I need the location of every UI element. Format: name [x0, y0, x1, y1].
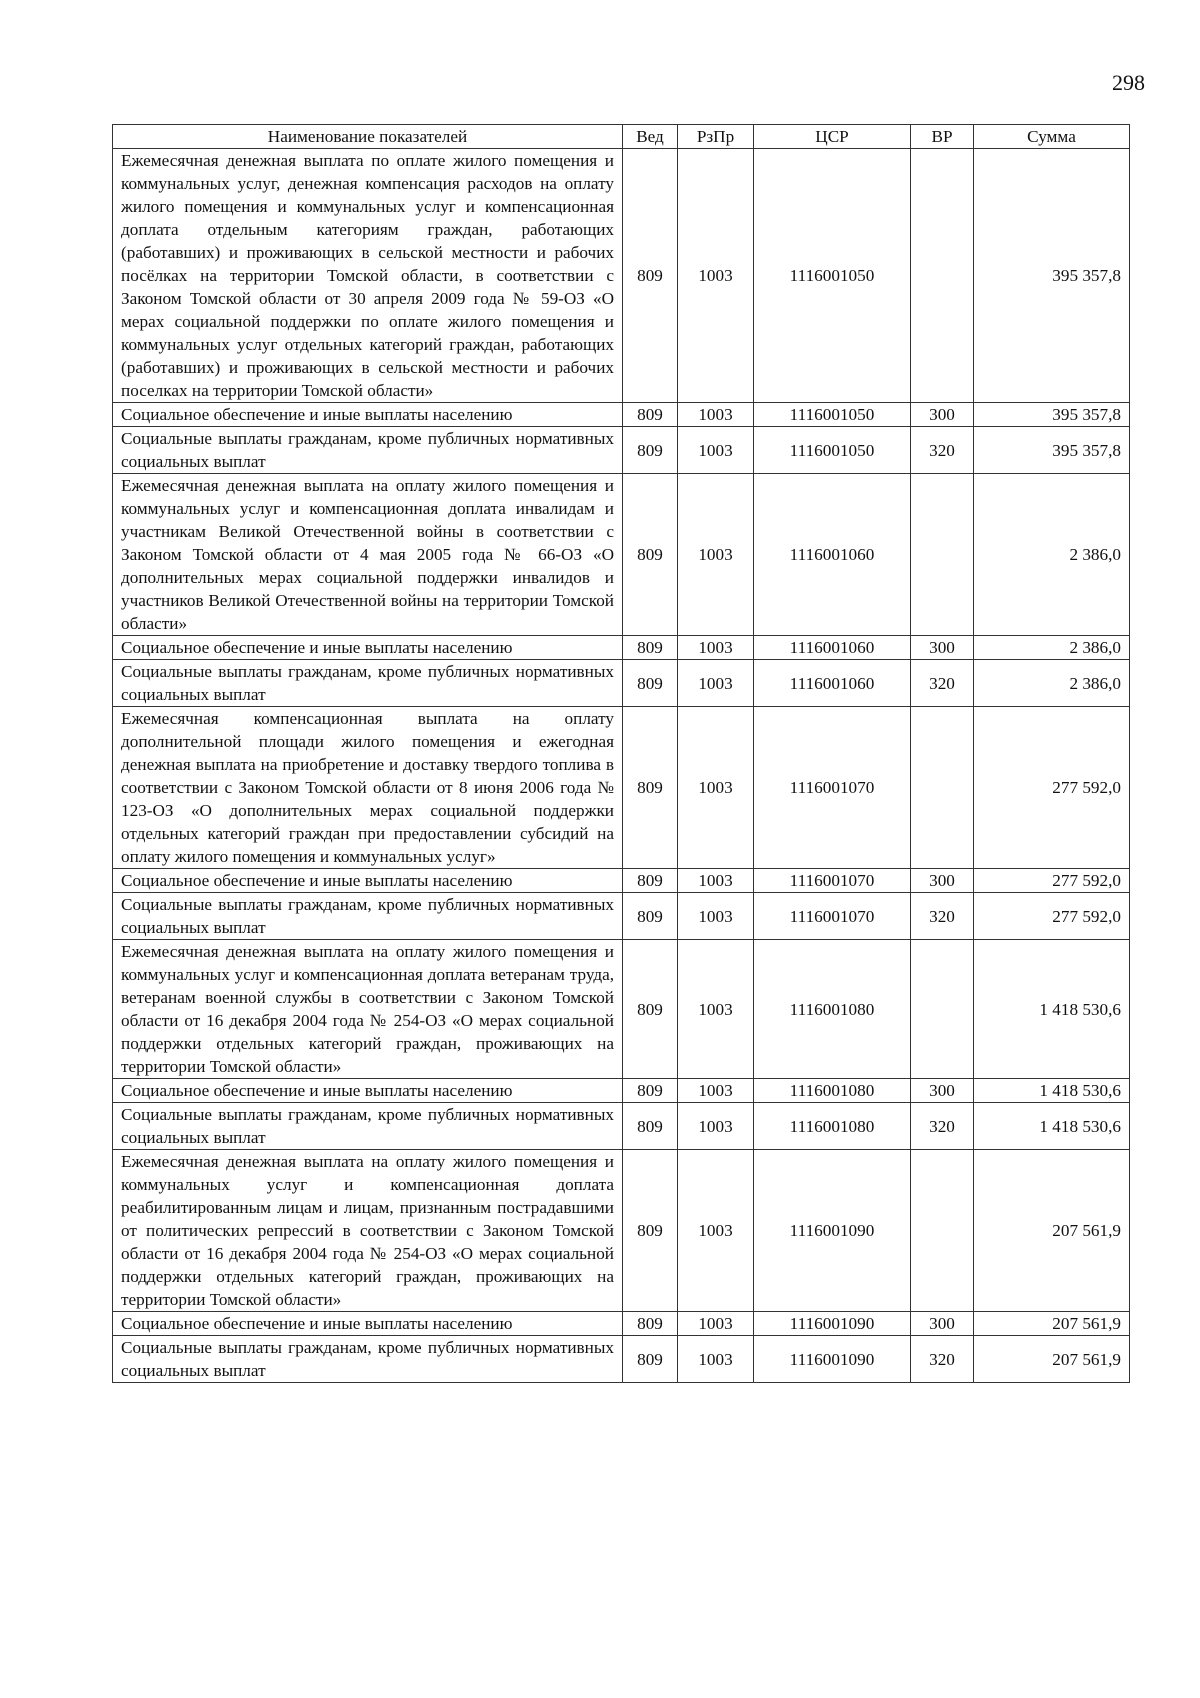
cell-name: Социальное обеспечение и иные выплаты населению	[113, 1312, 623, 1336]
cell-vr	[911, 149, 974, 403]
cell-ved: 809	[623, 1079, 678, 1103]
table-header-row	[113, 125, 1130, 149]
cell-csr: 1116001070	[754, 707, 911, 869]
cell-name: Ежемесячная денежная выплата по оплате жилого помещения и коммунальных услуг, денежная компенсация расходов на оплату жилого помещения и коммунальных услуг и компенсационная доплата отдельным категориям граждан, работающих (работавших) и проживающих в сельской местности и рабочих посёлках на территории Томской области, в соответствии с Законом Томской области от 30 апреля 2009 года № 59-ОЗ «О мерах социальной поддержки по оплате жилого помещения и коммунальных услуг отдельных категорий граждан, работающих (работавших) и проживающих в сельской местности и рабочих поселках на территории Томской области»	[113, 149, 623, 403]
cell-sum: 395 357,8	[974, 427, 1130, 474]
table-row	[113, 474, 1130, 636]
cell-ved: 809	[623, 403, 678, 427]
cell-sum: 2 386,0	[974, 660, 1130, 707]
cell-rzpr: 1003	[678, 1336, 754, 1383]
cell-ved: 809	[623, 1103, 678, 1150]
cell-ved: 809	[623, 893, 678, 940]
cell-rzpr: 1003	[678, 1079, 754, 1103]
cell-csr: 1116001060	[754, 636, 911, 660]
header-csr: ЦСР	[754, 125, 911, 149]
cell-ved: 809	[623, 427, 678, 474]
cell-csr: 1116001050	[754, 427, 911, 474]
table-row	[113, 1103, 1130, 1150]
table-row	[113, 940, 1130, 1079]
cell-rzpr: 1003	[678, 707, 754, 869]
cell-name: Социальные выплаты гражданам, кроме публичных нормативных социальных выплат	[113, 1103, 623, 1150]
cell-ved: 809	[623, 1312, 678, 1336]
cell-csr: 1116001090	[754, 1312, 911, 1336]
cell-rzpr: 1003	[678, 636, 754, 660]
cell-name: Ежемесячная денежная выплата на оплату жилого помещения и коммунальных услуг и компенсационная доплата реабилитированным лицам и лицам, признанным пострадавшими от политических репрессий в соответствии с Законом Томской области от 16 декабря 2004 года № 254-ОЗ «О мерах социальной поддержки отдельных категорий граждан, проживающих на территории Томской области»	[113, 1150, 623, 1312]
cell-name: Социальное обеспечение и иные выплаты населению	[113, 869, 623, 893]
cell-name: Ежемесячная денежная выплата на оплату жилого помещения и коммунальных услуг и компенсационная доплата инвалидам и участникам Великой Отечественной войны в соответствии с Законом Томской области от 4 мая 2005 года № 66-ОЗ «О дополнительных мерах социальной поддержки инвалидов и участников Великой Отечественной войны на территории Томской области»	[113, 474, 623, 636]
table-body	[113, 149, 1130, 1383]
cell-csr: 1116001080	[754, 1079, 911, 1103]
cell-name: Ежемесячная денежная выплата на оплату жилого помещения и коммунальных услуг и компенсационная доплата ветеранам труда, ветеранам военной службы в соответствии с Законом Томской области от 16 декабря 2004 года № 254-ОЗ «О мерах социальной поддержки отдельных категорий граждан, проживающих на территории Томской области»	[113, 940, 623, 1079]
cell-vr: 300	[911, 1079, 974, 1103]
cell-name: Социальные выплаты гражданам, кроме публичных нормативных социальных выплат	[113, 427, 623, 474]
cell-vr: 320	[911, 893, 974, 940]
header-vr: ВР	[911, 125, 974, 149]
cell-sum: 207 561,9	[974, 1336, 1130, 1383]
cell-csr: 1116001090	[754, 1150, 911, 1312]
cell-csr: 1116001050	[754, 149, 911, 403]
cell-csr: 1116001070	[754, 869, 911, 893]
cell-csr: 1116001090	[754, 1336, 911, 1383]
cell-csr: 1116001070	[754, 893, 911, 940]
cell-sum: 1 418 530,6	[974, 1103, 1130, 1150]
cell-ved: 809	[623, 474, 678, 636]
header-sum: Сумма	[974, 125, 1130, 149]
table-row	[113, 707, 1130, 869]
cell-sum: 1 418 530,6	[974, 1079, 1130, 1103]
cell-vr: 300	[911, 1312, 974, 1336]
cell-sum: 2 386,0	[974, 636, 1130, 660]
table-row	[113, 149, 1130, 403]
cell-vr: 320	[911, 1336, 974, 1383]
cell-rzpr: 1003	[678, 940, 754, 1079]
cell-sum: 207 561,9	[974, 1312, 1130, 1336]
cell-ved: 809	[623, 660, 678, 707]
cell-csr: 1116001080	[754, 1103, 911, 1150]
cell-vr: 320	[911, 1103, 974, 1150]
cell-vr: 320	[911, 427, 974, 474]
cell-ved: 809	[623, 869, 678, 893]
cell-ved: 809	[623, 707, 678, 869]
cell-rzpr: 1003	[678, 660, 754, 707]
header-name: Наименование показателей	[113, 125, 623, 149]
table-row	[113, 427, 1130, 474]
cell-sum: 1 418 530,6	[974, 940, 1130, 1079]
cell-rzpr: 1003	[678, 893, 754, 940]
table-row	[113, 869, 1130, 893]
cell-sum: 395 357,8	[974, 149, 1130, 403]
cell-ved: 809	[623, 940, 678, 1079]
cell-sum: 395 357,8	[974, 403, 1130, 427]
cell-rzpr: 1003	[678, 869, 754, 893]
cell-sum: 2 386,0	[974, 474, 1130, 636]
header-rzpr: РзПр	[678, 125, 754, 149]
cell-csr: 1116001060	[754, 474, 911, 636]
cell-sum: 207 561,9	[974, 1150, 1130, 1312]
cell-rzpr: 1003	[678, 403, 754, 427]
cell-name: Социальные выплаты гражданам, кроме публичных нормативных социальных выплат	[113, 893, 623, 940]
header-ved: Вед	[623, 125, 678, 149]
cell-vr: 320	[911, 660, 974, 707]
cell-vr: 300	[911, 403, 974, 427]
cell-sum: 277 592,0	[974, 893, 1130, 940]
cell-rzpr: 1003	[678, 474, 754, 636]
cell-vr	[911, 940, 974, 1079]
cell-rzpr: 1003	[678, 427, 754, 474]
page-number: 298	[1112, 70, 1145, 95]
table-row	[113, 403, 1130, 427]
cell-rzpr: 1003	[678, 1312, 754, 1336]
cell-vr: 300	[911, 636, 974, 660]
cell-sum: 277 592,0	[974, 869, 1130, 893]
cell-name: Ежемесячная компенсационная выплата на оплату дополнительной площади жилого помещения и ежегодная денежная выплата на приобретение и доставку твердого топлива в соответствии с Законом Томской области от 8 июня 2006 года № 123-ОЗ «О дополнительных мерах социальной поддержки отдельных категорий граждан при предоставлении субсидий на оплату жилого помещения и коммунальных услуг»	[113, 707, 623, 869]
cell-name: Социальные выплаты гражданам, кроме публичных нормативных социальных выплат	[113, 1336, 623, 1383]
cell-ved: 809	[623, 1150, 678, 1312]
cell-rzpr: 1003	[678, 149, 754, 403]
table-row	[113, 1079, 1130, 1103]
table-row	[113, 1150, 1130, 1312]
table-row	[113, 636, 1130, 660]
cell-name: Социальное обеспечение и иные выплаты населению	[113, 636, 623, 660]
cell-sum: 277 592,0	[974, 707, 1130, 869]
cell-vr	[911, 1150, 974, 1312]
table-row	[113, 660, 1130, 707]
cell-vr	[911, 474, 974, 636]
cell-csr: 1116001080	[754, 940, 911, 1079]
cell-vr: 300	[911, 869, 974, 893]
table-row	[113, 1336, 1130, 1383]
cell-csr: 1116001050	[754, 403, 911, 427]
cell-ved: 809	[623, 1336, 678, 1383]
budget-table	[112, 124, 1130, 1383]
cell-ved: 809	[623, 636, 678, 660]
cell-name: Социальное обеспечение и иные выплаты населению	[113, 1079, 623, 1103]
cell-vr	[911, 707, 974, 869]
cell-csr: 1116001060	[754, 660, 911, 707]
cell-ved: 809	[623, 149, 678, 403]
table-row	[113, 893, 1130, 940]
cell-rzpr: 1003	[678, 1103, 754, 1150]
cell-name: Социальные выплаты гражданам, кроме публичных нормативных социальных выплат	[113, 660, 623, 707]
table-row	[113, 1312, 1130, 1336]
cell-rzpr: 1003	[678, 1150, 754, 1312]
cell-name: Социальное обеспечение и иные выплаты населению	[113, 403, 623, 427]
